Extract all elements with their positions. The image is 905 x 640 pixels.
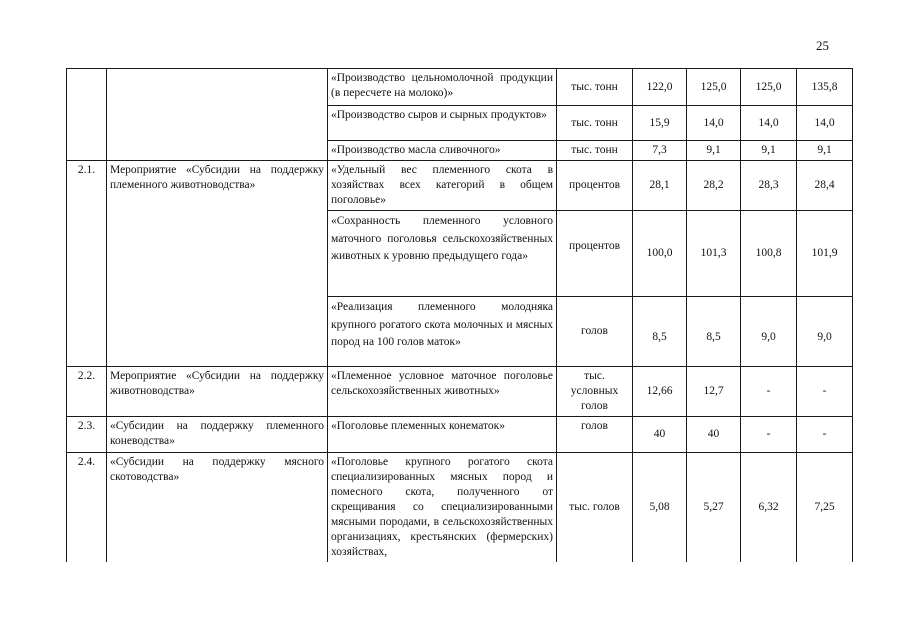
value-cell: 28,4 xyxy=(797,161,853,211)
value-cell: 7,25 xyxy=(797,453,853,563)
value-cell: - xyxy=(797,367,853,417)
value-cell: 9,1 xyxy=(797,141,853,161)
row-number-cell xyxy=(67,141,107,161)
value-cell: 14,0 xyxy=(741,106,797,141)
event-cell: «Субсидии на поддержку племенного коневодства» xyxy=(107,417,328,453)
value-cell: 9,1 xyxy=(741,141,797,161)
indicators-table xyxy=(66,68,853,562)
value-cell: 8,5 xyxy=(633,297,687,367)
event-cell xyxy=(107,297,328,367)
event-cell: «Субсидии на поддержку мясного скотоводства» xyxy=(107,453,328,563)
row-number-cell: 2.2. xyxy=(67,367,107,417)
indicator-cell: «Реализация племенного молодняка крупного рогатого скота молочных и мясных пород на 100 голов маток» xyxy=(328,297,557,367)
event-cell xyxy=(107,141,328,161)
row-number-cell: 2.3. xyxy=(67,417,107,453)
value-cell: 14,0 xyxy=(797,106,853,141)
value-cell: 28,3 xyxy=(741,161,797,211)
row-number-cell xyxy=(67,297,107,367)
value-cell: 15,9 xyxy=(633,106,687,141)
table-row xyxy=(67,106,853,141)
indicator-cell: «Производство сыров и сырных продуктов» xyxy=(328,106,557,141)
indicator-cell: «Поголовье крупного рогатого скота специализированных мясных пород и помесного скота, полученного от скрещивания со специализированными мясными породами, в сельскохозяйственных организациях, крестьянских (фермерских) хозяйствах, xyxy=(328,453,557,563)
table-row xyxy=(67,417,853,453)
row-number-cell xyxy=(67,211,107,297)
unit-cell: процентов xyxy=(557,161,633,211)
row-number-cell xyxy=(67,69,107,106)
indicator-cell: «Поголовье племенных конематок» xyxy=(328,417,557,453)
value-cell: 9,0 xyxy=(741,297,797,367)
indicator-cell: «Удельный вес племенного скота в хозяйствах всех категорий в общем поголовье» xyxy=(328,161,557,211)
table-row xyxy=(67,141,853,161)
indicator-cell: «Производство цельномолочной продукции (в пересчете на молоко)» xyxy=(328,69,557,106)
value-cell: 101,3 xyxy=(687,211,741,297)
row-number-cell: 2.1. xyxy=(67,161,107,211)
value-cell: 12,7 xyxy=(687,367,741,417)
value-cell: 9,0 xyxy=(797,297,853,367)
value-cell: - xyxy=(741,417,797,453)
unit-cell: процентов xyxy=(557,211,633,297)
value-cell: 9,1 xyxy=(687,141,741,161)
value-cell: 40 xyxy=(633,417,687,453)
unit-cell: тыс. тонн xyxy=(557,106,633,141)
value-cell: 100,8 xyxy=(741,211,797,297)
value-cell: 125,0 xyxy=(741,69,797,106)
value-cell: 40 xyxy=(687,417,741,453)
table-row xyxy=(67,161,853,211)
table-row xyxy=(67,453,853,563)
event-cell xyxy=(107,106,328,141)
value-cell: 7,3 xyxy=(633,141,687,161)
unit-cell: тыс. тонн xyxy=(557,141,633,161)
row-number-cell: 2.4. xyxy=(67,453,107,563)
row-number-cell xyxy=(67,106,107,141)
value-cell: 28,2 xyxy=(687,161,741,211)
value-cell: 122,0 xyxy=(633,69,687,106)
unit-cell: тыс. тонн xyxy=(557,69,633,106)
value-cell: 101,9 xyxy=(797,211,853,297)
table-row xyxy=(67,69,853,106)
value-cell: 5,27 xyxy=(687,453,741,563)
event-cell xyxy=(107,211,328,297)
value-cell: 28,1 xyxy=(633,161,687,211)
table-row xyxy=(67,367,853,417)
value-cell: - xyxy=(741,367,797,417)
value-cell: - xyxy=(797,417,853,453)
unit-cell: голов xyxy=(557,417,633,453)
value-cell: 100,0 xyxy=(633,211,687,297)
page-number: 25 xyxy=(816,38,829,53)
event-cell: Мероприятие «Субсидии на поддержку животноводства» xyxy=(107,367,328,417)
unit-cell: голов xyxy=(557,297,633,367)
value-cell: 14,0 xyxy=(687,106,741,141)
event-cell: Мероприятие «Субсидии на поддержку племенного животноводства» xyxy=(107,161,328,211)
value-cell: 8,5 xyxy=(687,297,741,367)
unit-cell: тыс. голов xyxy=(557,453,633,563)
value-cell: 12,66 xyxy=(633,367,687,417)
value-cell: 125,0 xyxy=(687,69,741,106)
value-cell: 135,8 xyxy=(797,69,853,106)
value-cell: 6,32 xyxy=(741,453,797,563)
table-row xyxy=(67,211,853,297)
indicator-cell: «Производство масла сливочного» xyxy=(328,141,557,161)
unit-cell: тыс. условных голов xyxy=(557,367,633,417)
value-cell: 5,08 xyxy=(633,453,687,563)
table-row xyxy=(67,297,853,367)
indicator-cell: «Племенное условное маточное поголовье сельскохозяйственных животных» xyxy=(328,367,557,417)
event-cell xyxy=(107,69,328,106)
indicator-cell: «Сохранность племенного условного маточного поголовья сельскохозяйственных животных к уровню предыдущего года» xyxy=(328,211,557,297)
